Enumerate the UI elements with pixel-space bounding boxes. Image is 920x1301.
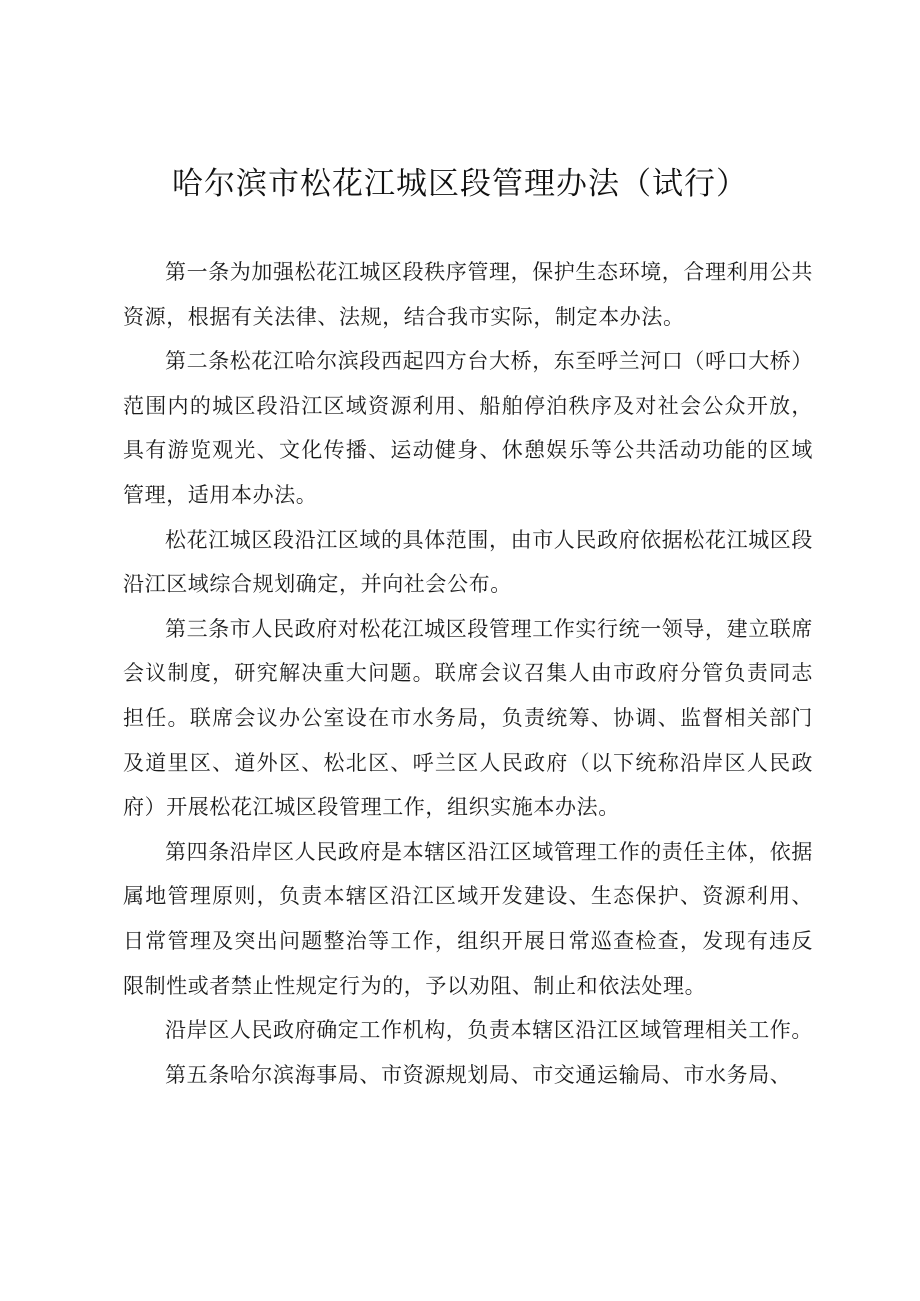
paragraph-article-4-agency: 沿岸区人民政府确定工作机构，负责本辖区沿江区域管理相关工作。: [165, 1018, 813, 1043]
paragraph-article-2-scope: 松花江城区段沿江区域的具体范围，由市人民政府依据松花江城区段沿江区域综合规划确定，并向社会公布。: [123, 527, 813, 597]
document-title: 哈尔滨市松花江城区段管理办法（试行）: [172, 166, 748, 202]
paragraph-article-4: 第四条沿岸区人民政府是本辖区沿江区域管理工作的责任主体，依据属地管理原则，负责本辖区沿江区域开发建设、生态保护、资源利用、日常管理及突出问题整治等工作，组织开展日常巡查检查，发现有违反限制性或者禁止性规定行为的，予以劝阻、制止和依法处理。: [123, 839, 813, 998]
paragraph-article-3: 第三条市人民政府对松花江城区段管理工作实行统一领导，建立联席会议制度，研究解决重大问题。联席会议召集人由市政府分管负责同志担任。联席会议办公室设在市水务局，负责统筹、协调、监督相关部门及道里区、道外区、松北区、呼兰区人民政府（以下统称沿岸区人民政府）开展松花江城区段管理工作，组织实施本办法。: [123, 616, 813, 820]
paragraph-article-1: 第一条为加强松花江城区段秩序管理，保护生态环境，合理利用公共资源，根据有关法律、法规，结合我市实际，制定本办法。: [123, 260, 813, 329]
paragraph-article-2: 第二条松花江哈尔滨段西起四方台大桥，东至呼兰河口（呼口大桥）范围内的城区段沿江区域资源利用、船舶停泊秩序及对社会公众开放，具有游览观光、文化传播、运动健身、休憩娱乐等公共活动功能的区域管理，适用本办法。: [123, 349, 813, 507]
document-body: [123, 250, 813, 1097]
paragraph-article-5: 第五条哈尔滨海事局、市资源规划局、市交通运输局、市水务局、: [165, 1062, 792, 1087]
